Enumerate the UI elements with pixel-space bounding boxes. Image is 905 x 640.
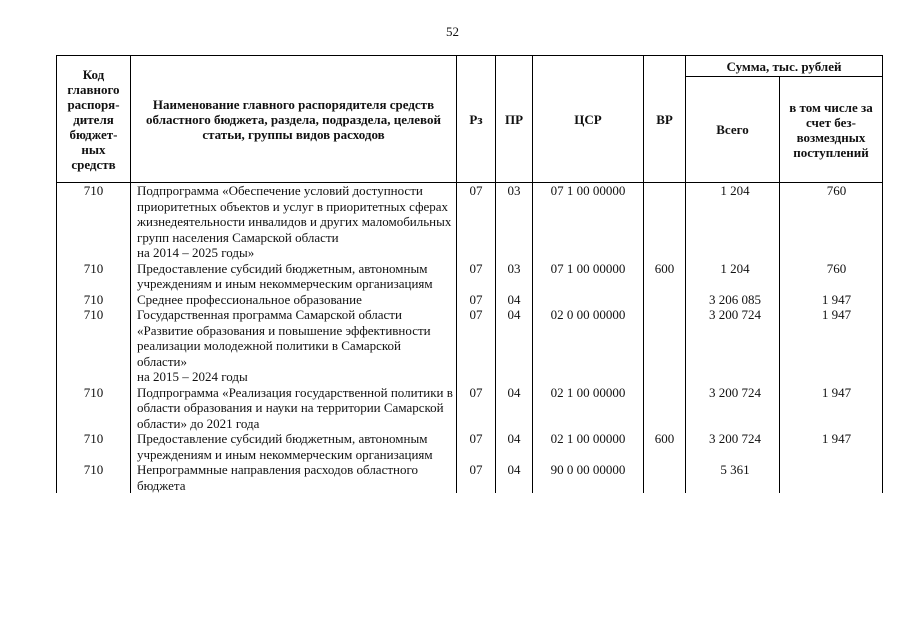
- header-pr: ПР: [496, 56, 533, 183]
- cell-free: [780, 462, 883, 493]
- cell-name: Предоставление субсидий бюджетным, автономным учреждениям и иным некоммерческим организациям: [131, 431, 457, 462]
- cell-csr: 07 1 00 00000: [533, 261, 644, 292]
- cell-total: 1 204: [686, 183, 780, 261]
- cell-pr: 04: [496, 462, 533, 493]
- cell-name: Непрограммные направления расходов областного бюджета: [131, 462, 457, 493]
- header-code: Код главного распоря-дителя бюджет-ных средств: [57, 56, 131, 183]
- cell-total: 1 204: [686, 261, 780, 292]
- cell-free: 1 947: [780, 385, 883, 432]
- cell-rz: 07: [457, 261, 496, 292]
- table-row: [57, 292, 883, 308]
- cell-name: Подпрограмма «Обеспечение условий доступности приоритетных объектов и услуг в приоритетных сферах жизнедеятельности инвалидов и других маломобильных групп населения Самарской области на 2014 – 2025 годы»: [131, 183, 457, 261]
- table-row: [57, 431, 883, 462]
- table-row: [57, 261, 883, 292]
- cell-vr: 600: [644, 431, 686, 462]
- table-body: [57, 183, 883, 494]
- cell-rz: 07: [457, 183, 496, 261]
- header-csr: ЦСР: [533, 56, 644, 183]
- page-number: 52: [446, 24, 459, 39]
- cell-rz: 07: [457, 462, 496, 493]
- cell-name: Подпрограмма «Реализация государственной политики в области образования и науки на территории Самарской области» до 2021 года: [131, 385, 457, 432]
- cell-free: 760: [780, 183, 883, 261]
- cell-free: 1 947: [780, 307, 883, 385]
- cell-vr: 600: [644, 261, 686, 292]
- cell-csr: 02 1 00 00000: [533, 385, 644, 432]
- cell-free: 1 947: [780, 431, 883, 462]
- cell-code: 710: [57, 462, 131, 493]
- cell-code: 710: [57, 261, 131, 292]
- header-rz: Рз: [457, 56, 496, 183]
- cell-name: Среднее профессиональное образование: [131, 292, 457, 308]
- table-row: [57, 307, 883, 385]
- cell-total: 3 206 085: [686, 292, 780, 308]
- cell-vr: [644, 462, 686, 493]
- table-row: [57, 385, 883, 432]
- cell-code: 710: [57, 385, 131, 432]
- header-sum: Сумма, тыс. рублей: [686, 56, 883, 77]
- cell-vr: [644, 385, 686, 432]
- cell-name: Предоставление субсидий бюджетным, автономным учреждениям и иным некоммерческим организациям: [131, 261, 457, 292]
- cell-rz: 07: [457, 431, 496, 462]
- table-row: [57, 183, 883, 261]
- cell-vr: [644, 183, 686, 261]
- cell-rz: 07: [457, 307, 496, 385]
- cell-pr: 04: [496, 292, 533, 308]
- cell-total: 5 361: [686, 462, 780, 493]
- header-free: в том числе за счет без-возмездных поступлений: [780, 77, 883, 183]
- budget-table: [56, 55, 883, 493]
- cell-code: 710: [57, 431, 131, 462]
- header-name: Наименование главного распорядителя средств областного бюджета, раздела, подраздела, целевой статьи, группы видов расходов: [131, 56, 457, 183]
- cell-vr: [644, 307, 686, 385]
- cell-pr: 03: [496, 261, 533, 292]
- cell-rz: 07: [457, 292, 496, 308]
- cell-name: Государственная программа Самарской области «Развитие образования и повышение эффективности реализации молодежной политики в Самарской области» на 2015 – 2024 годы: [131, 307, 457, 385]
- cell-total: 3 200 724: [686, 431, 780, 462]
- cell-rz: 07: [457, 385, 496, 432]
- cell-csr: 90 0 00 00000: [533, 462, 644, 493]
- cell-pr: 04: [496, 307, 533, 385]
- cell-pr: 03: [496, 183, 533, 261]
- cell-free: 1 947: [780, 292, 883, 308]
- cell-csr: 02 1 00 00000: [533, 431, 644, 462]
- cell-free: 760: [780, 261, 883, 292]
- cell-total: 3 200 724: [686, 385, 780, 432]
- cell-code: 710: [57, 183, 131, 261]
- cell-csr: 02 0 00 00000: [533, 307, 644, 385]
- header-total: Всего: [686, 77, 780, 183]
- table-row: [57, 462, 883, 493]
- cell-pr: 04: [496, 431, 533, 462]
- cell-csr: 07 1 00 00000: [533, 183, 644, 261]
- cell-pr: 04: [496, 385, 533, 432]
- cell-code: 710: [57, 307, 131, 385]
- cell-total: 3 200 724: [686, 307, 780, 385]
- cell-csr: [533, 292, 644, 308]
- cell-code: 710: [57, 292, 131, 308]
- cell-vr: [644, 292, 686, 308]
- header-vr: ВР: [644, 56, 686, 183]
- table-header: [57, 56, 883, 183]
